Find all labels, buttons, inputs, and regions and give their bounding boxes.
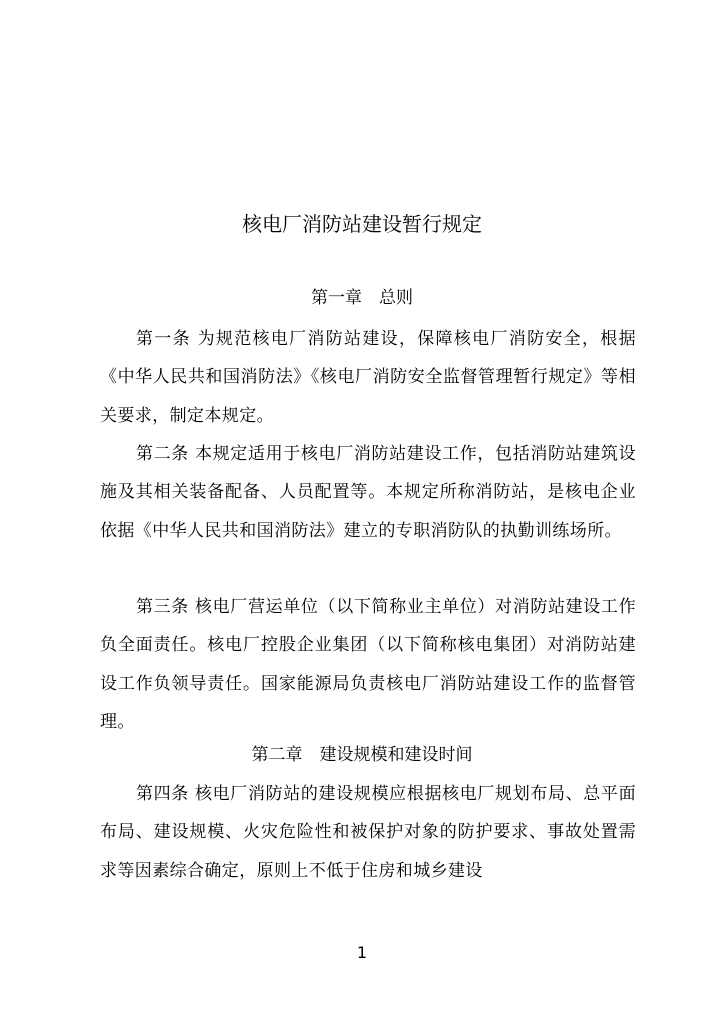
document-title: 核电厂消防站建设暂行规定 <box>242 212 482 236</box>
article-4: 第四条 核电厂消防站的建设规模应根据核电厂规划布局、总平面布局、建设规模、火灾危险性和被保护对象的防护要求、事故处置需求等因素综合确定，原则上不低于住房和城乡建设 <box>100 784 636 881</box>
chapter-1-heading: 第一章 总则 <box>311 288 413 308</box>
article-2: 第二条 本规定适用于核电厂消防站建设工作，包括消防站建筑设施及其相关装备配备、人员配置等。本规定所称消防站，是核电企业依据《中华人民共和国消防法》建立的专职消防队的执勤训练场所。 <box>100 444 636 541</box>
page-number: 1 <box>356 943 368 962</box>
article-3: 第三条 核电厂营运单位（以下简称业主单位）对消防站建设工作负全面责任。核电厂控股企业集团（以下简称核电集团）对消防站建设工作负领导责任。国家能源局负责核电厂消防站建设工作的监督管理。 <box>100 597 636 733</box>
chapter-2-heading: 第二章 建设规模和建设时间 <box>251 745 473 765</box>
article-1: 第一条 为规范核电厂消防站建设，保障核电厂消防安全，根据《中华人民共和国消防法》《核电厂消防安全监督管理暂行规定》等相关要求，制定本规定。 <box>100 329 636 426</box>
